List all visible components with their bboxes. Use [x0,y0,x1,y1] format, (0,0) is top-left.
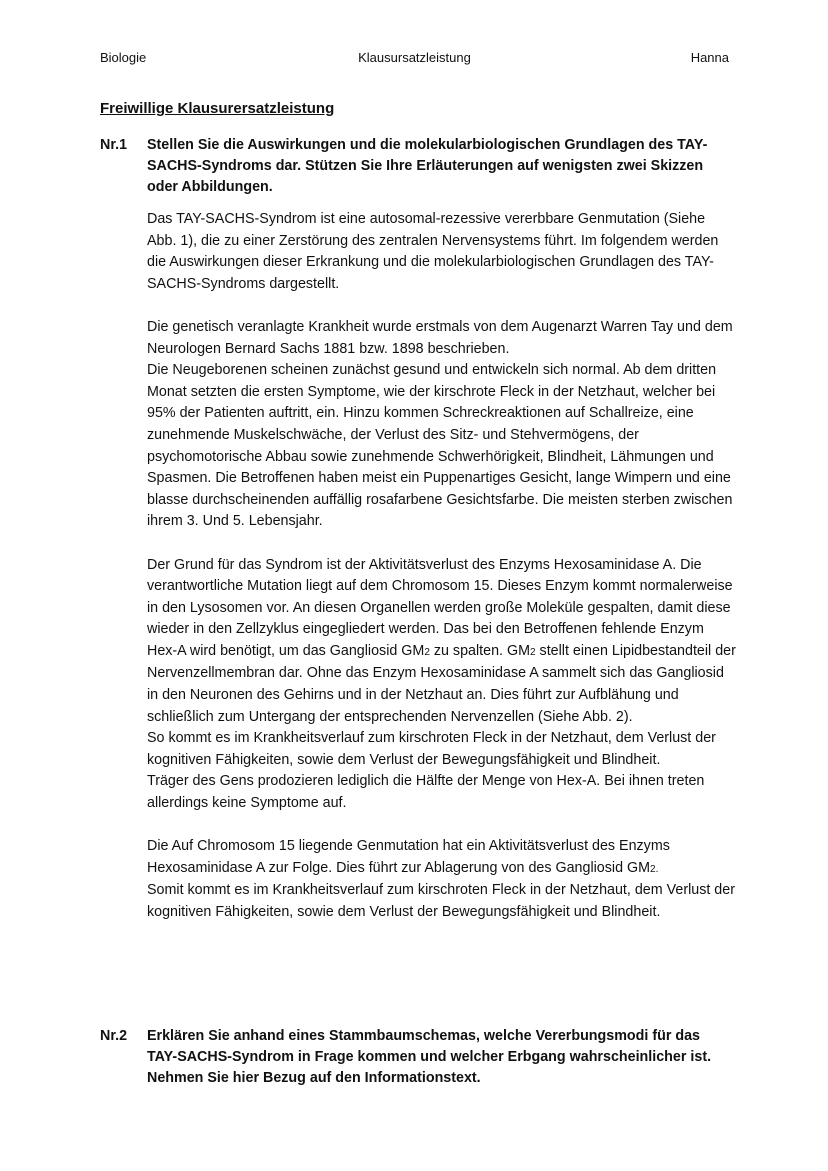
answer-paragraph [147,836,737,923]
answer-sentence: Die Auf Chromosom 15 liegende Genmutation hat ein Aktivitätsverlust des Enzyms Hexosaminidase A zur Folge. Dies führt zur Ablagerung von des Gangliosid GM [147,838,670,876]
answer-text [147,209,737,945]
answer-paragraph [147,555,737,815]
header-subject: Biologie [100,50,147,65]
answer-sentence: zu spalten. GM [429,642,531,659]
task-number: Nr.1 [100,137,128,153]
task-number: Nr.2 [100,1028,128,1044]
page-header [100,50,729,70]
document-title: Freiwillige Klausurersatzleistung [100,100,335,117]
answer-sentence: So kommt es im Krankheitsverlauf zum kirschroten Fleck in der Netzhaut, dem Verlust der kognitiven Fähigkeiten, sowie dem Verlust der Bewegungsfähigkeit und Blindheit. [147,730,716,768]
answer-paragraph [147,317,737,533]
answer-sentence: stellt einen Lipidbestandteil der Nervenzellmembran dar. Ohne das Enzym Hexosaminidase A sammelt sich das Gangliosid in den Neuronen des Gehirns und in der Netzhaut an. Dies führt zur Aufblähung und schließlich zum Untergang der entsprechenden Nervenzellen (Siehe Abb. 2). [147,642,736,725]
answer-sentence: Die genetisch veranlagte Krankheit wurde erstmals von dem Augenarzt Warren Tay und dem Neurologen Bernard Sachs 1881 bzw. 1898 beschrieben. [147,318,733,357]
header-author: Hanna [690,50,729,65]
answer-sentence: Der Grund für das Syndrom ist der Aktivitätsverlust des Enzyms Hexosaminidase A. Die verantwortliche Mutation liegt auf dem Chromosom 15. Dieses Enzym kommt normalerweise in den Lysosomen vor. An diesen Organellen werden große Moleküle gespalten, damit diese wieder in den Zellzyklus eingegliedert werden. Das bei den Betroffenen fehlende Enzym Hex-A wird benötigt, um das Gangliosid GM [147,556,733,659]
task-question: Stellen Sie die Auswirkungen und die molekularbiologischen Grundlagen des TAY-SACHS-Syndroms dar. Stützen Sie Ihre Erläuterungen auf wenigsten zwei Skizzen oder Abbildungen. [147,137,708,195]
answer-sentence: Somit kommt es im Krankheitsverlauf zum kirschroten Fleck in der Netzhaut, dem Verlust der kognitiven Fähigkeiten, sowie dem Verlust der Bewegungsfähigkeit und Blindheit. [147,882,735,920]
answer-sentence: Träger des Gens prodozieren lediglich die Hälfte der Menge von Hex-A. Bei ihnen treten allerdings keine Symptome auf. [147,773,705,812]
task-1 [100,135,730,198]
subscript: 2. [650,863,659,875]
task-2 [100,1026,730,1089]
subscript: 2 [530,646,536,658]
answer-sentence: Die Neugeborenen scheinen zunächst gesund und entwickeln sich normal. Ab dem dritten Monat setzten die ersten Symptome, wie der kirschrote Fleck in der Netzhaut, welcher bei 95% der Patienten auftritt, ein. Hinzu kommen Schreckreaktionen auf Schallreize, eine zunehmende Muskelschwäche, der Verlust des Sitz- und Stehvermögens, der psychomotorische Abbau sowie zunehmende Schwerhörigkeit, Blindheit, Lähmungen und Spasmen. Die Betroffenen haben meist ein Puppenartiges Gesicht, lange Wimpern und eine blasse durchscheinenden auffällig rosafarbene Gesichtsfarbe. Die meisten sterben zwischen ihrem 3. Und 5. Lebensjahr. [147,362,733,530]
task-question: Erklären Sie anhand eines Stammbaumschemas, welche Vererbungsmodi für das TAY-SACHS-Syndrom in Frage kommen und welcher Erbgang wahrscheinlicher ist. Nehmen Sie hier Bezug auf den Informationstext. [147,1028,712,1086]
header-doc-type: Klausursatzleistung [358,50,471,65]
subscript: 2 [424,646,430,658]
answer-paragraph: Das TAY-SACHS-Syndrom ist eine autosomal-rezessive vererbbare Genmutation (Siehe Abb. 1), die zu einer Zerstörung des zentralen Nervensystems führt. Im folgendem werden die Auswirkungen dieser Erkrankung und die molekularbiologischen Grundlagen des TAY-SACHS-Syndroms dargestellt. [147,211,719,292]
